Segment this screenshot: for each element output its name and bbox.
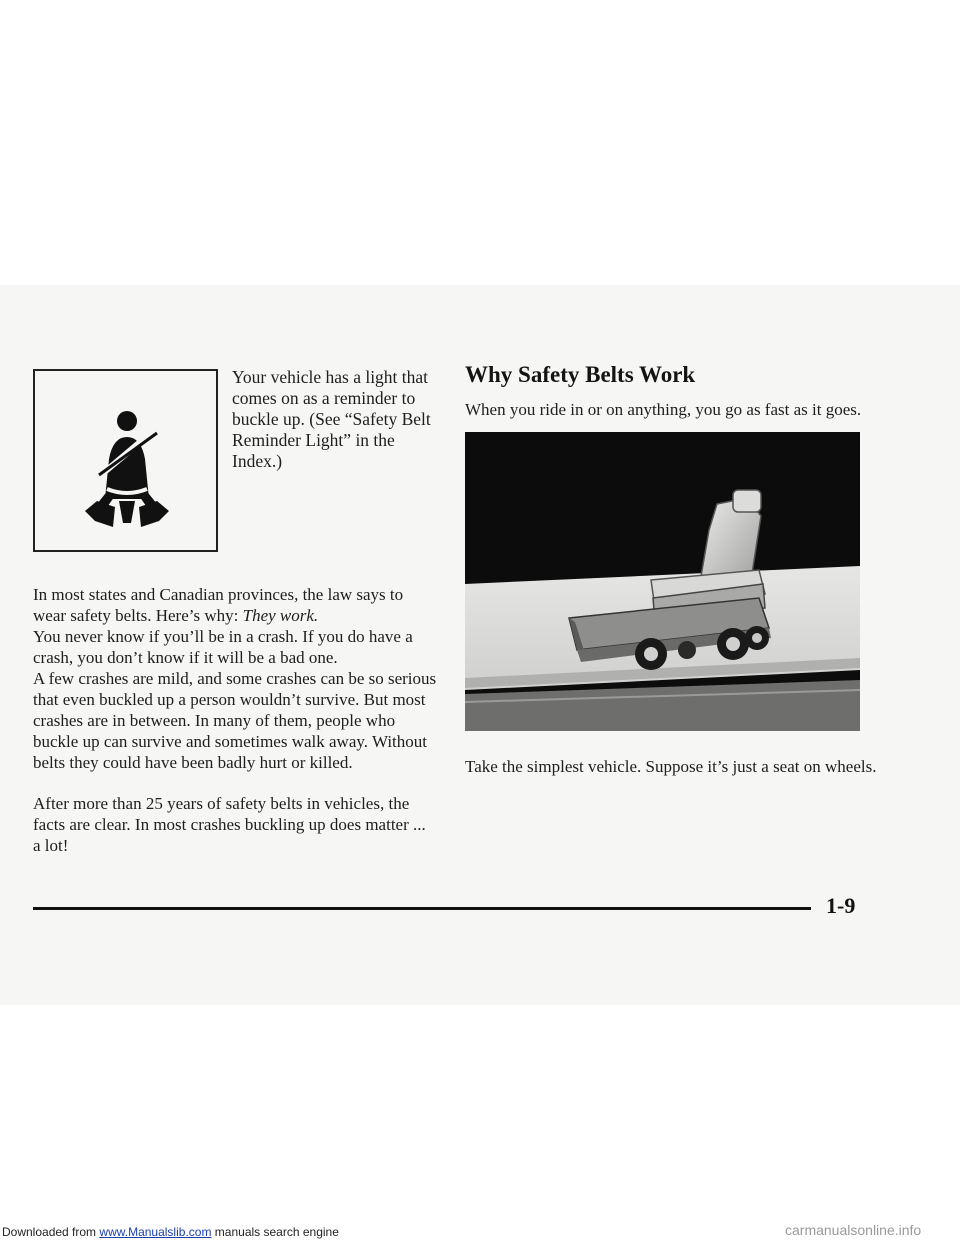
law-paragraph xyxy=(33,584,433,626)
footer-rule xyxy=(33,907,811,910)
section-title: Why Safety Belts Work xyxy=(465,362,696,387)
they-work-emphasis: They work. xyxy=(242,606,319,625)
photo-caption: Take the simplest vehicle. Suppose it’s just a seat on wheels. xyxy=(465,757,877,776)
manualslib-link[interactable]: www.Manualslib.com xyxy=(99,1225,212,1239)
page-number: 1-9 xyxy=(826,893,856,918)
crash-paragraph: You never know if you’ll be in a crash. If you do have a crash, you don’t know if it will be a bad one. xyxy=(33,627,413,667)
seat-belt-reminder-icon xyxy=(35,371,216,550)
watermark: carmanualsonline.info xyxy=(785,1222,922,1238)
download-prefix: Downloaded from xyxy=(2,1225,97,1239)
reminder-text: Your vehicle has a light that comes on as a reminder to buckle up. (See “Safety Belt Reminder Light” in the Index.) xyxy=(232,367,431,471)
download-suffix: manuals search engine xyxy=(214,1225,339,1239)
survival-paragraph: A few crashes are mild, and some crashes can be so serious that even buckled up a person wouldn’t survive. But most crashes are in between. In many of them, people who buckle up can survive and sometimes walk away. Without belts they could have been badly hurt or killed. xyxy=(33,669,437,772)
intro-text: When you ride in or on anything, you go as fast as it goes. xyxy=(465,400,862,419)
seat-on-wheels-photo xyxy=(465,432,860,731)
facts-paragraph: After more than 25 years of safety belts in vehicles, the facts are clear. In most crashes buckling up does matter ... a lot! xyxy=(33,794,426,855)
law-paragraph-text: In most states and Canadian provinces, the law says to wear safety belts. Here’s why: xyxy=(33,585,404,625)
reminder-icon-box xyxy=(33,369,218,552)
download-banner xyxy=(2,1225,339,1239)
